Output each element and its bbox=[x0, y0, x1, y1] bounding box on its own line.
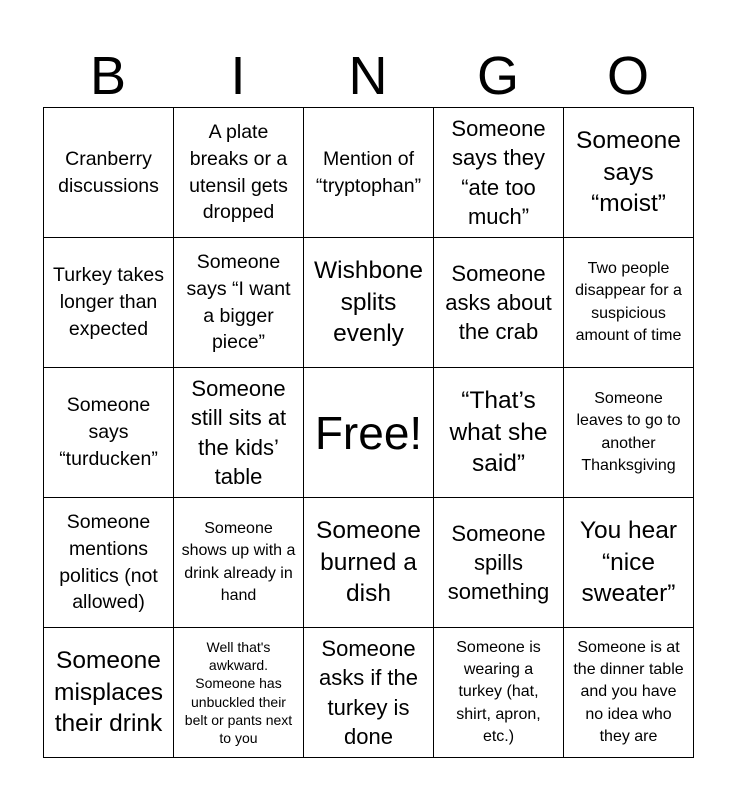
cell-text: Someone is at the dinner table and you have no idea who they are bbox=[573, 638, 684, 746]
bingo-cell[interactable] bbox=[564, 498, 694, 628]
cell-text: Someone says they “ate too much” bbox=[451, 116, 546, 229]
cell-text: Wishbone splits evenly bbox=[314, 257, 423, 348]
cell-text: Someone is wearing a turkey (hat, shirt, apron, etc.) bbox=[456, 638, 541, 746]
cell-text: Someone says “turducken” bbox=[59, 394, 158, 470]
bingo-cell[interactable] bbox=[434, 108, 564, 238]
bingo-cell[interactable] bbox=[44, 628, 174, 758]
header-letter-i: I bbox=[230, 46, 246, 106]
cell-text: Turkey takes longer than expected bbox=[53, 264, 164, 340]
free-space-cell[interactable] bbox=[304, 368, 434, 498]
cell-text: Someone asks if the turkey is done bbox=[318, 636, 419, 749]
cell-text: Someone mentions politics (not allowed) bbox=[59, 511, 158, 614]
cell-text: Mention of “tryptophan” bbox=[315, 147, 422, 197]
bingo-cell[interactable] bbox=[174, 498, 304, 628]
bingo-cell[interactable] bbox=[44, 498, 174, 628]
bingo-cell[interactable] bbox=[174, 628, 304, 758]
header-letter-g: G bbox=[476, 46, 519, 106]
cell-text: Someone still sits at the kids’ table bbox=[190, 376, 287, 489]
cell-text: You hear “nice sweater” bbox=[579, 517, 678, 608]
bingo-cell[interactable] bbox=[174, 368, 304, 498]
cell-text: Well that's awkward. Someone has unbuckled their belt or pants next to you bbox=[184, 638, 293, 746]
bingo-cell[interactable] bbox=[44, 368, 174, 498]
bingo-cell[interactable] bbox=[44, 108, 174, 238]
bingo-board bbox=[43, 107, 694, 758]
free-space-label: Free! bbox=[314, 406, 423, 459]
bingo-cell[interactable] bbox=[44, 238, 174, 368]
bingo-cell[interactable] bbox=[564, 368, 694, 498]
cell-text: Someone leaves to go to another Thanksgiving bbox=[576, 389, 681, 474]
cell-text: Two people disappear for a suspicious amount of time bbox=[575, 259, 682, 344]
bingo-cell[interactable] bbox=[174, 238, 304, 368]
bingo-cell[interactable] bbox=[434, 368, 564, 498]
bingo-cell[interactable] bbox=[304, 238, 434, 368]
cell-text: “That’s what she said” bbox=[449, 387, 548, 478]
bingo-cell[interactable] bbox=[564, 238, 694, 368]
bingo-cell[interactable] bbox=[174, 108, 304, 238]
header-letter-b: B bbox=[89, 46, 127, 106]
cell-text: Someone says “moist” bbox=[576, 127, 681, 218]
bingo-cell[interactable] bbox=[564, 108, 694, 238]
cell-text: Someone asks about the crab bbox=[445, 260, 552, 345]
bingo-cell[interactable] bbox=[434, 498, 564, 628]
cell-text: A plate breaks or a utensil gets dropped bbox=[189, 121, 288, 224]
bingo-cell[interactable] bbox=[564, 628, 694, 758]
bingo-cell[interactable] bbox=[304, 498, 434, 628]
cell-text: Cranberry discussions bbox=[58, 147, 159, 197]
cell-text: Someone spills something bbox=[447, 520, 550, 605]
cell-text: Someone burned a dish bbox=[316, 517, 421, 608]
bingo-cell[interactable] bbox=[304, 108, 434, 238]
header-letter-n: N bbox=[348, 46, 388, 106]
bingo-header bbox=[43, 44, 693, 108]
bingo-cell[interactable] bbox=[304, 628, 434, 758]
bingo-cell[interactable] bbox=[434, 238, 564, 368]
bingo-cell[interactable] bbox=[434, 628, 564, 758]
cell-text: Someone misplaces their drink bbox=[54, 647, 163, 738]
cell-text: Someone says “I want a bigger piece” bbox=[186, 251, 291, 354]
cell-text: Someone shows up with a drink already in hand bbox=[181, 519, 296, 604]
header-letter-o: O bbox=[606, 46, 649, 106]
